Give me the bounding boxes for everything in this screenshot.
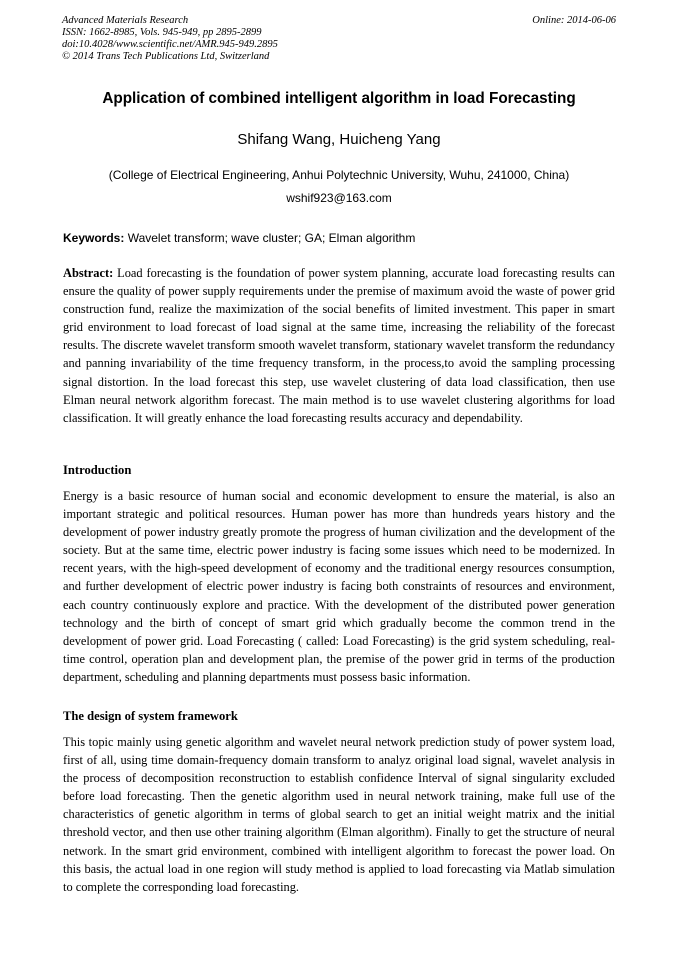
copyright-line: © 2014 Trans Tech Publications Ltd, Switzerland <box>62 51 270 62</box>
section-body-introduction: Energy is a basic resource of human social and economic development to ensure the material, is also an important strategic and political resources. Human power has more than hundreds years history and the development of power industry greatly promote the progress of human civilization and the development of the society. But at the same time, electric power industry is facing some issues which need to be modernized. In recent years, with the high-speed development of economy and the traditional energy resources consumption, and further development of electric power industry is facing both constraints of resources and environment, each country continuously explore and practice. With the development of the distributed power generation technology and the birth of concept of smart grid which gradually become the common trend in the development of power grid. Load Forecasting ( called: Load Forecasting) is the grid system scheduling, real-time control, operation plan and development plan, the premise of the power grid in terms of the production department, scheduling and planning departments must possess basic information. <box>63 489 615 684</box>
abstract <box>63 264 615 427</box>
issn-line: ISSN: 1662-8985, Vols. 945-949, pp 2895-2899 <box>62 27 262 38</box>
journal-header <box>62 15 278 63</box>
paper-title: Application of combined intelligent algorithm in load Forecasting <box>102 90 576 107</box>
keywords-text: Wavelet transform; wave cluster; GA; Elman algorithm <box>127 231 416 245</box>
author-email: wshif923@163.com <box>286 191 392 205</box>
abstract-text: Load forecasting is the foundation of power system planning, accurate load forecasting results can ensure the quality of power supply requirements under the premise of maximum avoid the waste of power grid construction fund, realize the maximization of the social benefits of limited investment. This paper in smart grid environment to load forecast of load signal at the same time, increasing the reliability of the forecast results. The discrete wavelet transform smooth wavelet transform, stationary wavelet transform the redundancy and panning invariability of the time frequency transform, in the process,to avoid the sampling processing signal distortion. In the load forecast this step, use wavelet clustering of data load classification, then use Elman neural network algorithm forecast. The main method is to use wavelet clustering algorithms for load classification. It will greatly enhance the load forecasting results accuracy and dependability. <box>63 266 615 425</box>
section-body-system-framework: This topic mainly using genetic algorithm and wavelet neural network prediction study of power system load, first of all, using time domain-frequency domain transform to analyz original load signal, wavelet analysis in the process of decomposition reconstruction to establish confidence Interval of signal singularity excluded before load forecasting. Then the genetic algorithm used in neural network training, make full use of the characteristics of genetic algorithm in terms of global search to get an initial weight matrix and the initial threshold vector, and then use other training algorithm (Elman algorithm). Finally to get the structure of neural network. In the smart grid environment, combined with intelligent algorithm to forecast the power load. On this basis, the actual load in one region will study method is applied to load forecasting via Matlab simulation to complete the corresponding load forecasting. <box>63 735 615 894</box>
doi-line: doi:10.4028/www.scientific.net/AMR.945-949.2895 <box>62 39 278 50</box>
section-heading-introduction: Introduction <box>63 463 132 477</box>
keywords-label: Keywords: <box>63 231 125 245</box>
keywords-line <box>63 231 615 245</box>
online-date: Online: 2014-06-06 <box>532 15 616 26</box>
abstract-label: Abstract: <box>63 266 114 280</box>
author-affiliation: (College of Electrical Engineering, Anhui Polytechnic University, Wuhu, 241000, China) <box>108 168 570 182</box>
section-heading-system-framework: The design of system framework <box>63 709 238 723</box>
paper-authors: Shifang Wang, Huicheng Yang <box>237 131 441 148</box>
journal-name: Advanced Materials Research <box>62 15 189 26</box>
